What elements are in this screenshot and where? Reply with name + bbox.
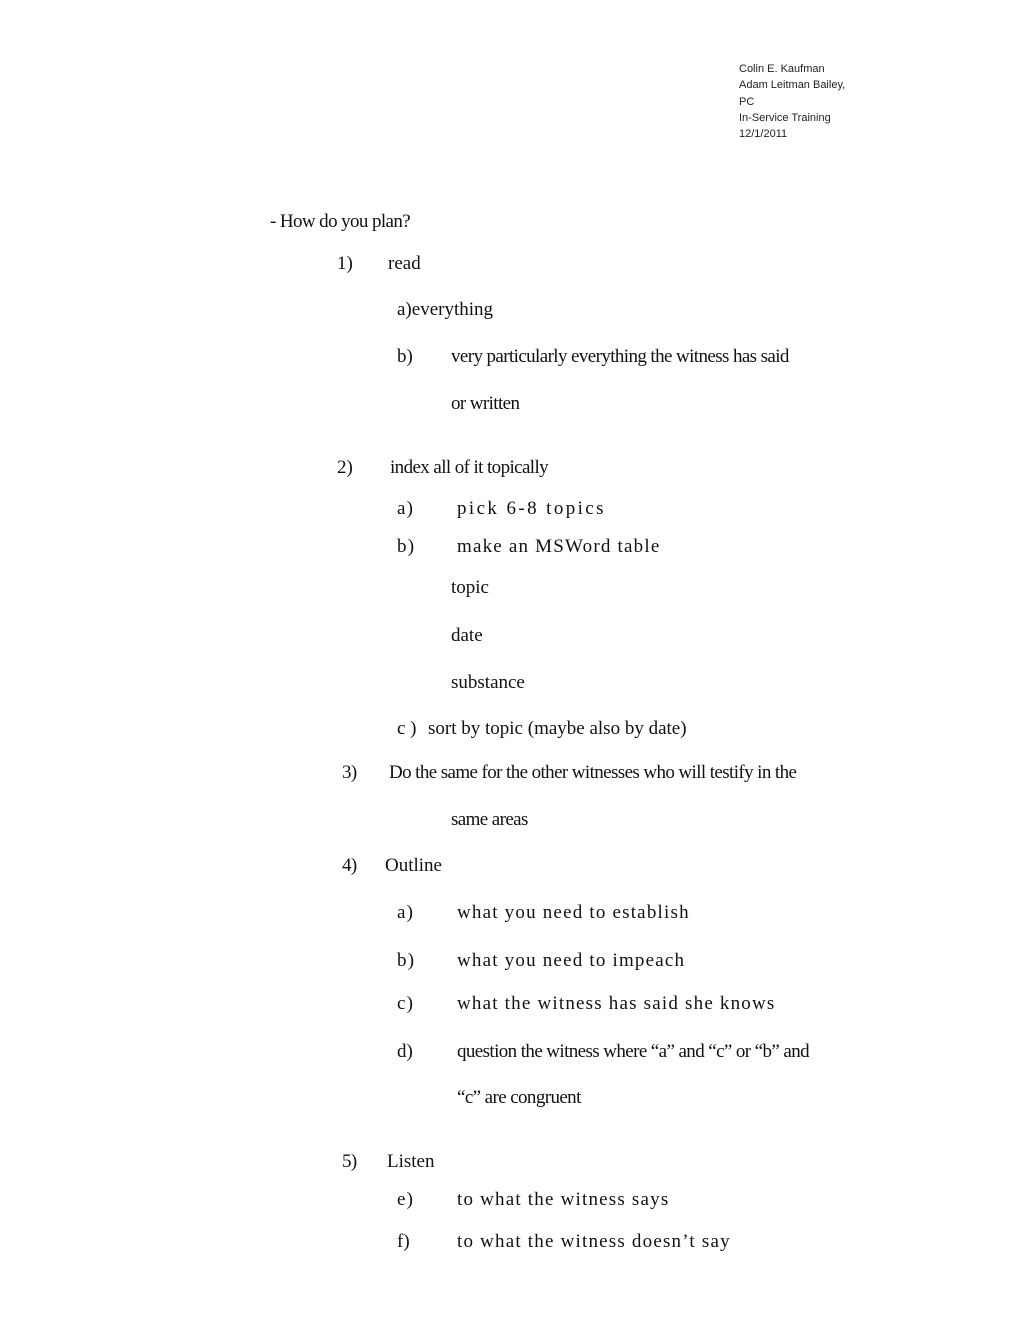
header-line-date: 12/1/2011 [739,128,788,141]
table-column-substance: substance [451,672,525,693]
header-line-name: Colin E. Kaufman [739,63,825,75]
item-1b-continuation: or written [451,393,520,414]
header-line-event: In-Service Training [739,111,831,124]
item-5f-label: f) [397,1231,410,1252]
item-4b-text: what you need to impeach [457,950,686,971]
author-header [739,61,899,142]
item-5e-label: e) [397,1189,415,1210]
item-4a-text: what you need to establish [457,902,690,923]
item-5-number: 5) [342,1151,357,1172]
table-column-topic: topic [451,577,489,598]
item-5f-text: to what the witness doesn’t say [457,1231,731,1252]
item-4c-label: c) [397,993,415,1014]
item-4-number: 4) [342,855,357,876]
item-2-number: 2) [337,457,353,478]
item-4a-label: a) [397,902,415,923]
item-2c-label: c ) [397,718,417,739]
item-1-text: read [388,253,421,274]
header-line-firm: Adam Leitman Bailey, [739,79,846,92]
item-2c-text: sort by topic (maybe also by date) [428,718,687,739]
item-4-text: Outline [385,855,442,876]
item-4d-label: d) [397,1041,413,1062]
item-4d-text: question the witness where “a” and “c” or “b” and [457,1041,810,1062]
item-1a-label: a)everything [397,299,494,320]
item-4b-label: b) [397,950,416,971]
item-3-continuation: same areas [451,809,528,830]
item-2a-text: pick 6-8 topics [457,498,606,519]
item-1-number: 1) [337,253,353,274]
item-5-text: Listen [387,1151,435,1172]
item-2b-text: make an MSWord table [457,536,661,557]
item-1b-text: very particularly everything the witness has said [451,346,789,367]
item-5e-text: to what the witness says [457,1189,670,1210]
item-3-text: Do the same for the other witnesses who will testify in the [389,762,797,783]
item-4d-continuation: “c” are congruent [457,1087,581,1108]
question-heading: - How do you plan? [270,211,411,232]
item-4c-text: what the witness has said she knows [457,993,776,1014]
header-line-firm-suffix: PC [739,95,755,108]
item-3-number: 3) [342,762,357,783]
item-1b-label: b) [397,346,413,367]
item-2a-label: a) [397,498,415,519]
item-2b-label: b) [397,536,416,557]
table-column-date: date [451,625,483,646]
item-2-text: index all of it topically [390,457,549,478]
